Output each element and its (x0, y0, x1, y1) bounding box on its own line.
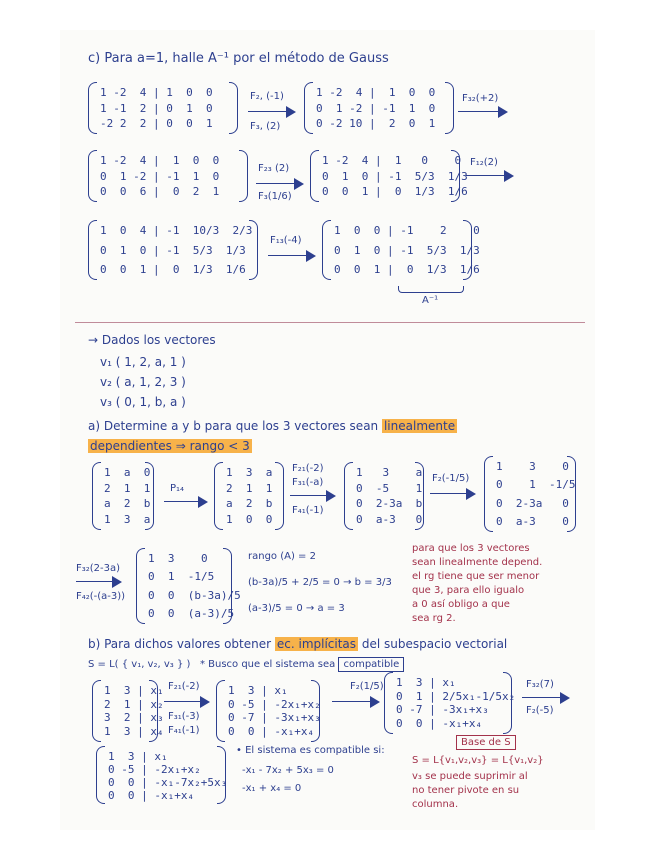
note-text: * Busco que el sistema sea (199, 659, 336, 670)
matrix-row: -2 2 2 | 0 0 1 (100, 117, 213, 130)
eq-a: (a-3)/5 = 0 → a = 3 (248, 603, 345, 614)
op-label: F₂, (-1) (250, 91, 284, 102)
op-label: F₃₁(-3) (168, 711, 200, 722)
matrix-row: 1 -2 4 | 1 0 0 (100, 86, 213, 99)
op-label: F₂₃ (2) (258, 163, 290, 174)
brace-icon (398, 286, 464, 293)
matrix-b2 (216, 680, 320, 742)
matrix-row: 0 1 0 | -1 5/3 1/3 (334, 243, 480, 257)
divider (75, 322, 585, 323)
matrix-row: 0 0 1 | 0 1/3 1/6 (334, 263, 480, 276)
part-a-line2 (88, 440, 252, 452)
matrix-row: 0 2-3a b (356, 497, 423, 511)
matrix-row: 0 -2 10 | 2 0 1 (316, 117, 436, 130)
highlight-text: ec. implícitas (276, 637, 357, 651)
matrix-row: 0 2-3a 0 (496, 496, 569, 510)
op-label: F₁₃(-4) (270, 235, 302, 246)
op-label: F₃₂(7) (526, 679, 554, 690)
boxed-text: Base de S (456, 735, 516, 750)
arrow-icon (76, 576, 122, 588)
matrix-row: 0 0 | -x₁-7x₂+5x₃ (108, 776, 228, 789)
vectors-intro: → Dados los vectores (88, 333, 216, 347)
op-label: F₃₂(+2) (462, 93, 499, 104)
matrix-row: 0 1 | 2/5x₁-1/5x₂ (396, 689, 516, 703)
note-line: v₃ se puede suprimir al (412, 771, 528, 782)
span-def: S = L( { v₁, v₂, v₃ } ) (88, 659, 191, 670)
matrix-row: 2 1 1 (104, 481, 151, 495)
matrix-row: 0 a-3 0 (356, 512, 423, 526)
op-label: F₂(1/5) (350, 681, 384, 692)
matrix-row: 0 1 0 | -1 5/3 1/3 (100, 243, 246, 257)
matrix-row: 0 a-3 0 (496, 514, 569, 528)
matrix-row: 0 0 | -x₁+x₄ (396, 716, 483, 730)
matrix-c4 (310, 150, 468, 202)
note-line: sean linealmente depend. (412, 557, 543, 568)
matrix-row: 1 -1 2 | 0 1 0 (100, 101, 213, 115)
note-line: sea rg 2. (412, 613, 456, 624)
part-b-line1 (88, 638, 507, 650)
base-eq: S = L{v₁,v₂,v₃} = L{v₁,v₂} (412, 755, 544, 766)
note-line: no tener pivote en su (412, 785, 520, 796)
matrix-row: 0 0 1 | 0 1/3 1/6 (322, 185, 468, 198)
matrix-row: 3 2 | x₃ (104, 711, 164, 725)
op-label: F₂(-5) (526, 705, 554, 716)
boxed-text: compatible (338, 657, 404, 672)
note-line: para que los 3 vectores (412, 543, 530, 554)
matrix-row: 0 -7 | -3x₁+x₃ (396, 703, 489, 717)
matrix-row: 1 3 0 (148, 552, 208, 565)
op-label: F₃₁(-a) (292, 477, 324, 488)
matrix-row: 1 3 | x₁ (228, 684, 288, 697)
matrix-a3 (344, 462, 424, 530)
op-label: F₄₂(-(a-3)) (76, 591, 126, 602)
vector-v3: v₃ ( 0, 1, b, a ) (100, 395, 186, 409)
matrix-row: 0 0 1 | 0 1/3 1/6 (100, 263, 246, 276)
matrix-row: 0 1 -2 | -1 1 0 (316, 101, 436, 115)
arrow-icon (164, 496, 208, 508)
eq-b: (b-3a)/5 + 2/5 = 0 → b = 3/3 (248, 577, 392, 588)
matrix-b3 (384, 672, 516, 734)
op-label: P₁₄ (170, 483, 185, 494)
arrow-icon (332, 696, 380, 708)
vector-v2: v₂ ( a, 1, 2, 3 ) (100, 375, 186, 389)
op-label: F₃, (2) (250, 121, 281, 132)
matrix-a4 (484, 456, 576, 532)
op-label: F₃₂(2-3a) (76, 563, 121, 574)
matrix-row: 1 3 | x₁ (108, 750, 168, 763)
matrix-b4 (96, 746, 226, 804)
highlight-text: linealmente (383, 419, 456, 433)
matrix-row: 0 0 (b-3a)/5 (148, 588, 241, 602)
part-b-line2 (88, 660, 404, 670)
matrix-c3 (88, 150, 248, 202)
arrow-icon (248, 106, 296, 118)
matrix-a2 (214, 462, 284, 530)
note-line: el rg tiene que ser menor (412, 571, 540, 582)
rango-text: rango (A) = 2 (248, 551, 316, 562)
note-line: que 3, para ello igualo (412, 585, 525, 596)
op-label: F₃(1/6) (258, 191, 292, 202)
matrix-row: 0 1 -1/5 (148, 570, 215, 584)
matrix-c2 (304, 82, 454, 134)
base-label (456, 738, 516, 748)
arrow-icon (256, 178, 304, 190)
matrix-row: 1 3 a (356, 466, 423, 479)
matrix-row: 1 0 4 | -1 10/3 2/3 (100, 224, 253, 237)
part-a-text: a) Determine a y b para que los 3 vectores sean (88, 419, 382, 433)
matrix-row: 1 3 0 (496, 460, 569, 473)
highlight-text: dependientes ⇒ rango < 3 (90, 439, 250, 453)
matrix-a1 (92, 462, 154, 530)
matrix-row: 1 3 a (226, 466, 273, 479)
arrow-icon (522, 692, 570, 704)
matrix-row: 0 0 | -x₁+x₄ (108, 789, 195, 802)
matrix-row: 1 a 0 (104, 466, 151, 479)
arrow-icon (466, 170, 514, 182)
op-label: F₄₁(-1) (292, 505, 324, 516)
implicit-eq: -x₁ + x₄ = 0 (242, 783, 302, 794)
section-c-title: c) Para a=1, halle A⁻¹ por el método de Gauss (88, 51, 389, 66)
op-label: F₂₁(-2) (168, 681, 200, 692)
part-b-text: del subespacio vectorial (358, 637, 508, 651)
arrow-icon (290, 490, 336, 502)
matrix-row: 0 1 -2 | -1 1 0 (100, 169, 220, 183)
matrix-c5 (88, 220, 258, 280)
op-label: F₂₁(-2) (292, 463, 324, 474)
part-a-line1 (88, 420, 457, 432)
matrix-c1 (88, 82, 238, 134)
matrix-row: 2 1 | x₂ (104, 697, 164, 711)
part-b-text: b) Para dichos valores obtener (88, 637, 275, 651)
matrix-row: 1 3 | x₁ (396, 676, 456, 689)
matrix-row: 0 0 6 | 0 2 1 (100, 185, 220, 198)
op-label: F₂(-1/5) (432, 473, 470, 484)
matrix-row: 1 3 | x₄ (104, 724, 164, 738)
matrix-row: 1 -2 4 | 1 0 0 (316, 86, 436, 99)
op-label: F₄₁(-1) (168, 725, 200, 736)
matrix-row: 0 -5 1 (356, 481, 423, 495)
compat-text: • El sistema es compatible si: (236, 745, 385, 756)
matrix-row: 1 3 a (104, 512, 151, 526)
matrix-row: 1 -2 4 | 1 0 0 (100, 154, 220, 167)
matrix-row: 0 -7 | -3x₁+x₃ (228, 711, 321, 725)
matrix-row: 1 3 | x₁ (104, 684, 164, 697)
matrix-row: a 2 b (104, 497, 151, 511)
matrix-row: 0 1 -1/5 (496, 478, 576, 492)
arrow-icon (268, 250, 316, 262)
matrix-row: 0 1 0 | -1 5/3 1/3 (322, 169, 468, 183)
matrix-row: a 2 b (226, 497, 273, 511)
matrix-row: 1 0 0 | -1 2 0 (334, 224, 480, 237)
matrix-row: 1 -2 4 | 1 0 0 (322, 154, 462, 167)
matrix-row: 0 -5 | -2x₁+x₂ (228, 697, 321, 711)
matrix-row: 1 0 0 (226, 512, 273, 526)
note-line: a 0 así obligo a que (412, 599, 510, 610)
matrix-row: 0 -5 | -2x₁+x₂ (108, 763, 201, 776)
op-label: F₁₂(2) (470, 157, 498, 168)
note-line: columna. (412, 799, 459, 810)
ainv-label: A⁻¹ (422, 295, 439, 306)
matrix-row: 0 0 | -x₁+x₄ (228, 724, 315, 738)
arrow-icon (430, 488, 476, 500)
arrow-icon (164, 696, 210, 708)
matrix-c6 (322, 220, 480, 280)
matrix-b1 (92, 680, 164, 742)
matrix-row: 0 0 (a-3)/5 (148, 606, 235, 620)
arrow-icon (458, 106, 508, 118)
vector-v1: v₁ ( 1, 2, a, 1 ) (100, 355, 186, 369)
implicit-eq: -x₁ - 7x₂ + 5x₃ = 0 (242, 765, 334, 776)
matrix-a5 (136, 548, 241, 624)
matrix-row: 2 1 1 (226, 481, 273, 495)
